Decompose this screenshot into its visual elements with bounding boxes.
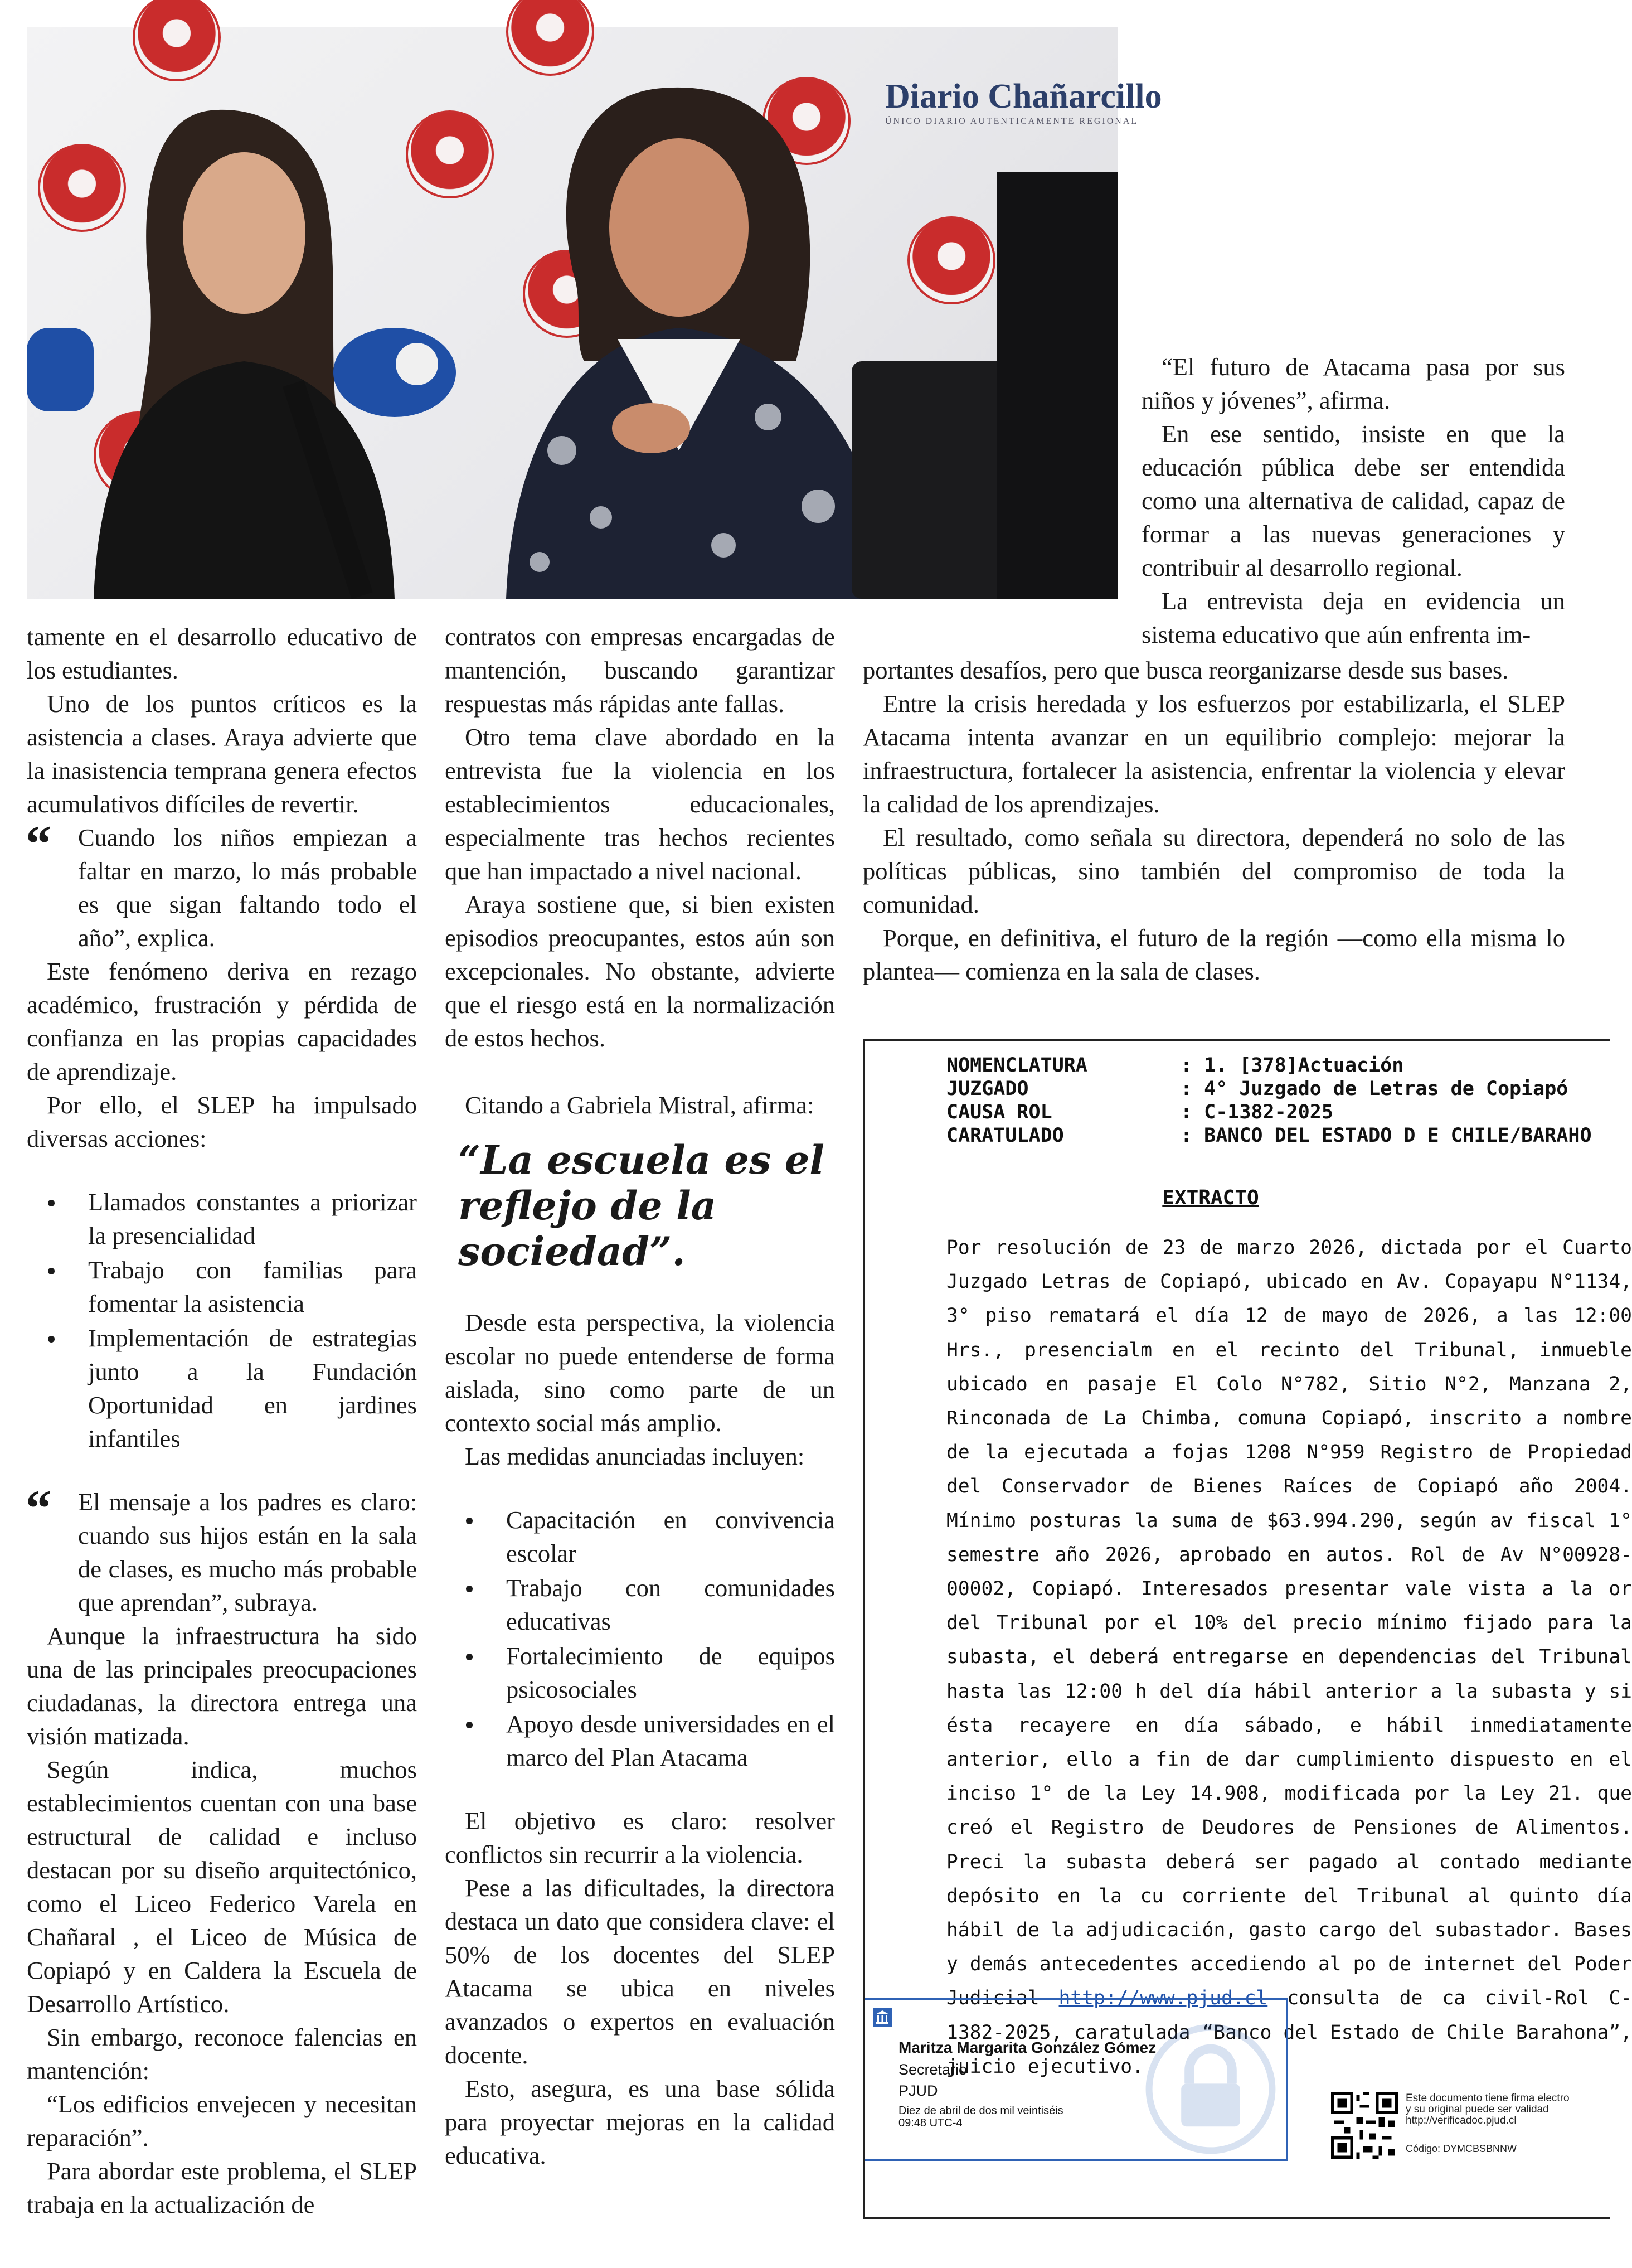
list-item: Capacitación en convivencia escolar [506, 1503, 835, 1570]
paragraph: Entre la crisis heredada y los esfuerzos por estabilizarla, el SLEP Atacama intenta avanzar en un equilibrio complejo: mejorar la infraestructura, fortalecer la asistencia, enfrentar la violencia y elevar la calidad de los aprendizajes. [863, 690, 1565, 818]
article-column-2 [445, 620, 835, 2172]
pull-quote [26, 815, 417, 954]
article-column-3 [1142, 350, 1565, 651]
header-row [946, 1077, 1592, 1101]
paragraph: Este fenómeno deriva en rezago académico, frustración y pérdida de confianza en las propias capacidades de aprendizaje. [27, 957, 417, 1085]
signature-date [898, 2105, 1063, 2129]
signature-block [865, 1998, 1288, 2161]
list-item: Apoyo desde universidades en el marco del Plan Atacama [506, 1707, 835, 1774]
legal-notice [863, 1039, 1632, 2219]
article-column-3-continued [863, 653, 1565, 988]
paragraph: Uno de los puntos críticos es la asistencia a clases. Araya advierte que la inasistencia temprana genera efectos acumulativos difíciles de revertir. [27, 690, 417, 818]
paragraph: Para abordar este problema, el SLEP trabaja en la actualización de [27, 2157, 417, 2218]
paragraph: contratos con empresas encargadas de mantención, buscando garantizar respuestas más rápidas ante fallas. [445, 623, 835, 718]
paragraph: Las medidas anunciadas incluyen: [465, 1442, 805, 1470]
signer-organization: PJUD [898, 2082, 938, 2099]
header-key: CAUSA ROL [946, 1101, 1052, 1123]
courthouse-icon [873, 2008, 892, 2027]
quote-text: El mensaje a los padres es claro: cuando sus hijos están en la sala de clases, es mucho más probable que aprendan”, subraya. [78, 1488, 417, 1616]
notice-text: Por resolución de 23 de marzo 2026, dictada por el Cuarto Juzgado Letras de Copiapó, ubicado en Av. Copayapu N°1134, 3° piso rematará el día 12 de mayo de 2026, a las 12:00 Hrs., presencialm en el recinto del Tribunal, inmueble ubicado en pasaje El Colo N°782, Sitio N°2, Manzana 2, Rinconada de La Chimba, comuna Copiapó, inscrito a nombre de la ejecutada a fojas 1208 N°959 Registro de Propiedad del Conservador de Bienes Raíces de Copiapó año 2004. Mínimo posturas la suma de $63.994.290, según av fiscal 1° semestre año 2026, aprobado en autos. Rol de Av N°00928-00002, Copiapó. Interesados presentar vale vista a la or del Tribunal por el 10% del precio mínimo fijado para la subasta, el deberá entregarse en dependencias del Tribunal hasta las 12:00 h del día hábil anterior a la subasta y si ésta recayere en día sábado, e hábil inmediatamente anterior, ello a fin de dar cumplimiento dispuesto en el inciso 1° de la Ley 14.908, modificada por la Ley 21. que creó el Registro de Deudores de Pensiones de Alimentos. Preci la subasta deberá ser pagado al contado mediante depósito en la cu corriente del Tribunal al quinto día hábil de la adjudicación, gasto cargo del subastador. Bases y demás antecedentes accediendo al po de internet del Poder Judicial [946, 1237, 1632, 2010]
paragraph: El resultado, como señala su directora, dependerá no solo de las políticas públicas, sino también del compromiso de toda la comunidad. [863, 823, 1565, 918]
paragraph: Otro tema clave abordado en la entrevista fue la violencia en los establecimientos educacionales, especialmente tras hechos recientes que han impactado a nivel nacional. [445, 723, 835, 885]
brand-wordmark: Diario Chañarcillo ÚNICO DIARIO AUTENTICAMENTE REGIONAL [885, 77, 1162, 126]
press-photo [27, 27, 1162, 599]
paragraph: Araya sostiene que, si bien existen episodios preocupantes, estos aún son excepcionales. No obstante, advierte que el riesgo está en la normalización de estos hechos. [445, 890, 835, 1052]
article-column-1 [27, 620, 417, 2221]
paragraph: Pese a las dificultades, la directora destaca un dato que considera clave: el 50% de los docentes del SLEP Atacama se ubica en niveles avanzados o expertos en evaluación docente. [445, 1874, 835, 2069]
verification-line: y su original puede ser validad [1406, 2104, 1549, 2115]
list-item: Trabajo con comunidades educativas [506, 1571, 835, 1638]
highlighted-quote: “La escuela es el reflejo de la sociedad”. [458, 1137, 824, 1274]
quote-mark-icon: “ [26, 1480, 51, 1537]
verification-note [1406, 2093, 1570, 2126]
signer-role: Secretario [898, 2061, 968, 2078]
signature-date-line: Diez de abril de dos mil veintiséis [898, 2105, 1063, 2117]
paragraph: tamente en el desarrollo educativo de los estudiantes. [27, 623, 417, 684]
microphone-icon [27, 306, 528, 599]
paragraph: Sin embargo, reconoce falencias en mantención: [27, 2023, 417, 2085]
bullet-list [27, 1185, 417, 1455]
quote-text: Cuando los niños empiezan a faltar en marzo, lo más probable es que sigan faltando todo el año”, explica. [78, 823, 417, 952]
notice-text: consulta de ca civil-Rol C-1382-2025, caratulada “Banco del Estado de Chile Barahona”, juicio ejecutivo. [946, 1987, 1632, 2078]
notice-title: EXTRACTO [1162, 1186, 1259, 1209]
paragraph: El objetivo es claro: resolver conflictos sin recurrir a la violencia. [445, 1807, 835, 1868]
paragraph: “Los edificios envejecen y necesitan reparación”. [27, 2090, 417, 2151]
verification-link[interactable]: http://verificadoc.pjud.cl [1406, 2115, 1517, 2126]
verification-code: Código: DYMCBSBNNW [1406, 2143, 1517, 2154]
header-value: : BANCO DEL ESTADO D E CHILE/BARAHO [1181, 1125, 1592, 1147]
pull-quote [26, 1480, 417, 1619]
paragraph: Desde esta perspectiva, la violencia escolar no puede entenderse de forma aislada, sino como parte de un contexto social más amplio. [445, 1309, 835, 1437]
header-key: JUZGADO [946, 1078, 1029, 1100]
paragraph: “El futuro de Atacama pasa por sus niños y jóvenes”, afirma. [1142, 353, 1565, 414]
verification-line: Este documento tiene firma electro [1406, 2092, 1570, 2104]
quote-mark-icon: “ [26, 815, 51, 872]
paragraph: Citando a Gabriela Mistral, afirma: [465, 1091, 814, 1119]
paragraph: portantes desafíos, pero que busca reorganizarse desde sus bases. [863, 656, 1509, 684]
notice-header [946, 1054, 1592, 1147]
header-value: : 1. [378]Actuación [1181, 1054, 1404, 1077]
header-value: : C-1382-2025 [1181, 1101, 1333, 1123]
list-item: Implementación de estrategias junto a la Fundación Oportunidad en jardines infantiles [88, 1321, 417, 1455]
paragraph: Por ello, el SLEP ha impulsado diversas acciones: [27, 1091, 417, 1152]
paragraph: Aunque la infraestructura ha sido una de las principales preocupaciones ciudadanas, la directora entrega una visión matizada. [27, 1622, 417, 1750]
header-row [946, 1054, 1592, 1077]
notice-body [946, 1231, 1632, 2084]
signature-time-line: 09:48 UTC-4 [898, 2117, 963, 2129]
paragraph: La entrevista deja en evidencia un sistema educativo que aún enfrenta im- [1142, 587, 1565, 648]
paragraph: Según indica, muchos establecimientos cuentan con una base estructural de calidad e incluso destacan por su diseño arquitectónico, como el Liceo Federico Varela en Chañaral , el Liceo de Música de Copiapó y en Caldera la Escuela de Desarrollo Artístico. [27, 1756, 417, 2018]
list-item: Fortalecimiento de equipos psicosociales [506, 1639, 835, 1706]
list-item: Trabajo con familias para fomentar la asistencia [88, 1253, 417, 1320]
header-key: NOMENCLATURA [946, 1054, 1087, 1077]
qr-code-icon [1331, 2092, 1398, 2159]
pjud-link[interactable]: http://www.pjud.cl [1058, 1987, 1268, 2010]
paragraph: Esto, asegura, es una base sólida para proyectar mejoras en la calidad educativa. [445, 2075, 835, 2169]
lock-icon [1144, 2022, 1278, 2156]
header-row [946, 1124, 1592, 1147]
list-item: Llamados constantes a priorizar la presencialidad [88, 1185, 417, 1252]
bullet-list [445, 1503, 835, 1774]
signer-name: Maritza Margarita González Gómez [898, 2039, 1157, 2056]
header-row [946, 1101, 1592, 1124]
paragraph: Porque, en definitiva, el futuro de la región —como ella misma lo plantea— comienza en la sala de clases. [863, 924, 1565, 985]
header-key: CARATULADO [946, 1125, 1064, 1147]
paragraph: En ese sentido, insiste en que la educación pública debe ser entendida como una alternativa de calidad, capaz de formar a las nuevas generaciones y contribuir al desarrollo regional. [1142, 420, 1565, 581]
header-value: : 4° Juzgado de Letras de Copiapó [1181, 1078, 1568, 1100]
